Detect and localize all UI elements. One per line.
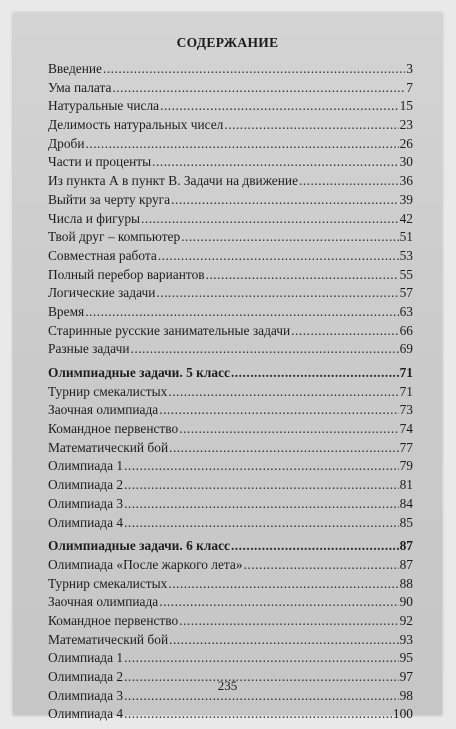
toc-entry-page: 85: [399, 514, 413, 530]
dot-leader: [179, 420, 398, 439]
toc-entry-page: 55: [399, 266, 413, 282]
dot-leader: [152, 153, 398, 172]
toc-entry: [48, 457, 413, 476]
toc-entry: [48, 649, 413, 668]
dot-leader: [131, 340, 399, 359]
dot-leader: [168, 575, 398, 594]
toc-entry-page: 79: [399, 458, 413, 474]
toc-entry: [48, 210, 413, 229]
toc-entry-title: Заочная олимпиада: [48, 594, 159, 610]
toc-entry-page: 97: [399, 669, 413, 684]
dot-leader: [160, 97, 399, 116]
dot-leader: [103, 60, 405, 79]
toc-entry-title: Старинные русские занимательные задачи: [48, 322, 291, 338]
dot-leader: [231, 537, 399, 556]
toc-entry-title: Выйти за черту круга: [48, 191, 171, 207]
toc-entry: [48, 153, 413, 172]
dot-leader: [206, 266, 399, 285]
toc-entry-title: Математический бой: [48, 631, 169, 647]
dot-leader: [224, 116, 398, 135]
page-number: 235: [217, 678, 238, 693]
toc-entry-title: Части и проценты: [48, 154, 152, 170]
dot-leader: [159, 401, 398, 420]
toc-entry-page: 53: [399, 247, 413, 263]
toc-entry-page: 57: [399, 285, 413, 301]
dot-leader: [156, 284, 398, 303]
toc-entry-page: 100: [392, 706, 413, 722]
toc-entry: [48, 97, 413, 116]
toc-entry-title: Полный перебор вариантов: [48, 266, 205, 282]
toc-entry-page: 71: [399, 365, 413, 380]
toc-entry-page: 23: [399, 117, 413, 133]
toc-entry-page: 93: [399, 631, 413, 647]
toc-entry: [48, 439, 413, 458]
toc-entry-title: Натуральные числа: [48, 98, 160, 114]
dot-leader: [181, 228, 398, 247]
toc-entry-title: Олимпиада 1: [48, 458, 124, 474]
toc-entry: [48, 593, 413, 612]
toc-entry-title: Олимпиадные задачи. 5 класс: [48, 365, 230, 380]
toc-entry: [48, 60, 413, 79]
page-title: СОДЕРЖАНИЕ: [176, 35, 279, 50]
toc-entry: [48, 172, 413, 191]
toc-entry-title: Олимпиада «После жаркого лета»: [48, 556, 243, 572]
toc-entry-title: Олимпиада 3: [48, 495, 124, 511]
toc-entry-title: Турнир смекалистых: [48, 383, 168, 399]
dot-leader: [124, 705, 392, 724]
dot-leader: [86, 135, 399, 154]
toc-entry-page: 92: [399, 612, 413, 628]
toc-entry-page: 95: [399, 650, 413, 666]
toc-entry: [48, 340, 413, 359]
toc-entry: [48, 79, 413, 98]
toc-entry: [48, 228, 413, 247]
toc-entry-title: Дроби: [48, 135, 85, 151]
toc-entry-page: 98: [399, 687, 413, 703]
dot-leader: [124, 495, 399, 514]
toc-entry-title: Введение: [48, 61, 102, 76]
toc-entry-page: 73: [399, 402, 413, 418]
dot-leader: [291, 322, 398, 341]
toc-entry-title: Время: [48, 303, 85, 319]
toc-section-heading: [48, 537, 413, 556]
toc-entry-title: Ума палата: [48, 79, 112, 95]
toc-entry-page: 15: [399, 98, 413, 114]
toc-entry-title: Совместная работа: [48, 247, 157, 263]
toc-entry: [48, 401, 413, 420]
toc-entry-page: 77: [399, 439, 413, 455]
dot-leader: [244, 556, 399, 575]
toc-entry: [48, 575, 413, 594]
toc-entry: [48, 135, 413, 154]
toc-entry-page: 84: [399, 495, 413, 511]
toc-entry: [48, 116, 413, 135]
toc-entry-page: 26: [399, 135, 413, 151]
toc-entry-title: Командное первенство: [48, 612, 179, 628]
toc-entry-page: 63: [399, 303, 413, 319]
toc-entry-title: Олимпиада 1: [48, 650, 124, 666]
toc-entry-page: 3: [406, 61, 413, 76]
toc-entry: [48, 303, 413, 322]
toc-entry-page: 30: [399, 154, 413, 170]
toc-entry-page: 87: [399, 538, 413, 554]
toc-entry-title: Турнир смекалистых: [48, 575, 168, 591]
dot-leader: [179, 612, 398, 631]
dot-leader: [299, 172, 399, 191]
toc-entry-title: Олимпиада 2: [48, 669, 124, 684]
dot-leader: [124, 476, 399, 495]
dot-leader: [231, 364, 399, 383]
dot-leader: [85, 303, 398, 322]
toc-entry-title: Логические задачи: [48, 285, 156, 301]
dot-leader: [171, 191, 398, 210]
dot-leader: [169, 631, 398, 650]
toc-entry-title: Из пункта А в пункт В. Задачи на движение: [48, 173, 299, 189]
toc-entry: [48, 322, 413, 341]
toc-section-heading: [48, 364, 413, 383]
toc-entry-page: 88: [399, 575, 413, 591]
toc-entry-page: 42: [399, 210, 413, 226]
toc-entry-title: Математический бой: [48, 439, 169, 455]
toc-entry-title: Твой друг – компьютер: [48, 229, 181, 245]
toc-entry-page: 87: [399, 556, 413, 572]
toc-entry-title: Олимпиадные задачи. 6 класс: [48, 538, 230, 554]
dot-leader: [141, 210, 399, 229]
toc-entry-title: Делимость натуральных чисел: [48, 117, 224, 133]
dot-leader: [112, 79, 405, 98]
toc-entry-title: Командное первенство: [48, 421, 179, 437]
toc-entry: [48, 284, 413, 303]
toc-entry-title: Разные задачи: [48, 341, 130, 357]
toc-entry-page: 81: [399, 477, 413, 493]
toc-entry: [48, 514, 413, 533]
toc-entry-page: 69: [399, 341, 413, 357]
dot-leader: [169, 439, 398, 458]
toc-entry-page: 7: [406, 79, 413, 95]
toc-entry-title: Заочная олимпиада: [48, 402, 159, 418]
toc-entry-title: Олимпиада 2: [48, 477, 124, 493]
toc-entry: [48, 495, 413, 514]
toc-entry: [48, 705, 413, 724]
dot-leader: [158, 247, 399, 266]
toc-entry: [48, 631, 413, 650]
toc-entry-page: 66: [399, 322, 413, 338]
toc-entry-page: 71: [399, 383, 413, 399]
toc-entry-page: 90: [399, 594, 413, 610]
toc-entry-page: 36: [399, 173, 413, 189]
toc-entry-title: Числа и фигуры: [48, 210, 141, 226]
toc-entry-page: 51: [399, 229, 413, 245]
book-page: [13, 13, 442, 722]
toc-entry: [48, 383, 413, 402]
dot-leader: [124, 514, 399, 533]
toc-entry-title: Олимпиада 3: [48, 687, 124, 703]
toc-entry-title: Олимпиада 4: [48, 514, 124, 530]
table-of-contents: [48, 60, 413, 724]
toc-entry-page: 74: [399, 421, 413, 437]
toc-entry-page: 39: [399, 191, 413, 207]
dot-leader: [168, 383, 398, 402]
dot-leader: [124, 457, 399, 476]
dot-leader: [159, 593, 398, 612]
toc-entry: [48, 191, 413, 210]
toc-entry-title: Олимпиада 4: [48, 706, 124, 722]
toc-entry: [48, 247, 413, 266]
dot-leader: [124, 649, 399, 668]
toc-entry: [48, 420, 413, 439]
toc-entry: [48, 612, 413, 631]
toc-entry: [48, 266, 413, 285]
toc-entry: [48, 476, 413, 495]
toc-entry: [48, 556, 413, 575]
